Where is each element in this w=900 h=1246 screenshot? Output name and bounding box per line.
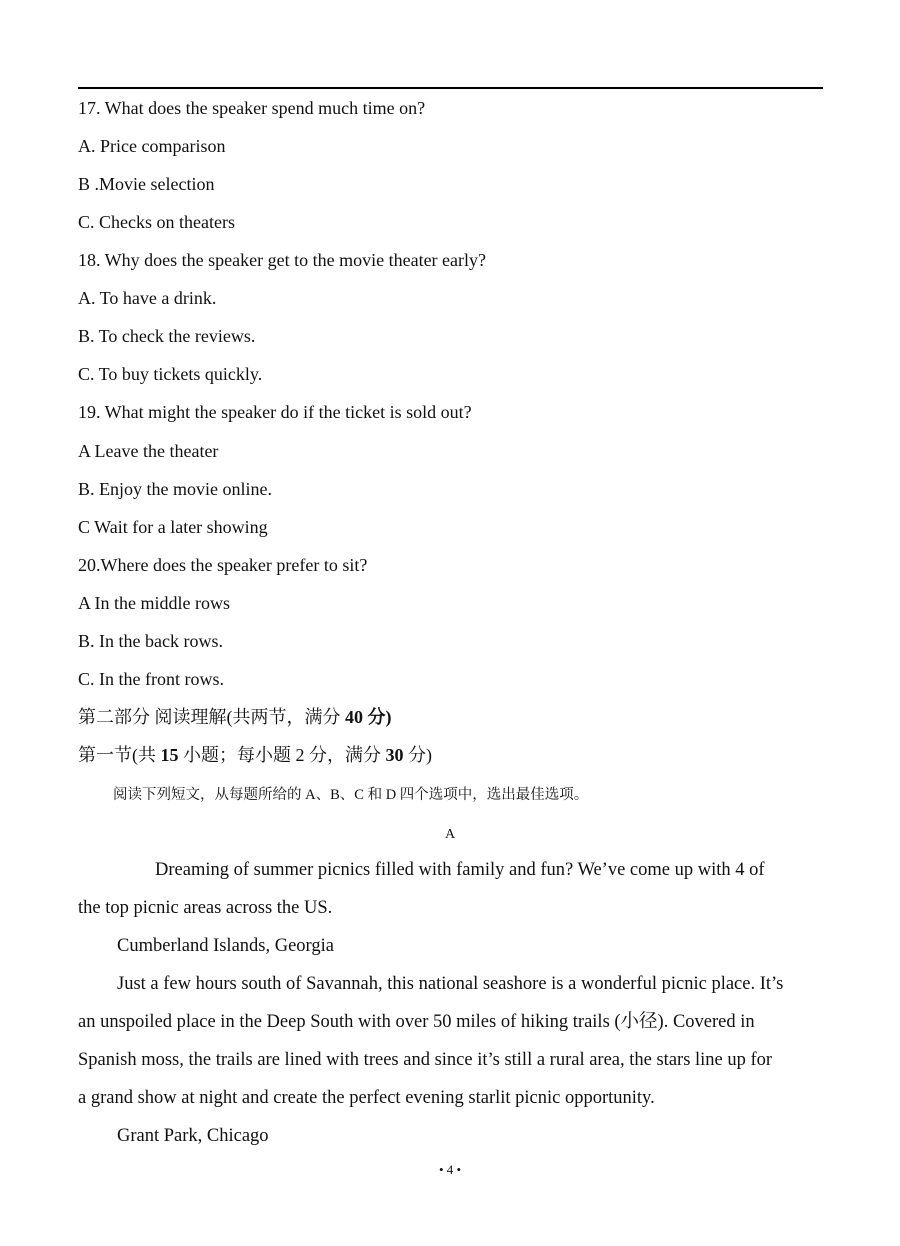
- question-18-option-b: B. To check the reviews.: [78, 326, 256, 346]
- part2-title: [78, 706, 392, 728]
- section1-title: [78, 744, 432, 766]
- section1-total-points: 30: [385, 745, 404, 765]
- question-19-option-a: A Leave the theater: [78, 441, 219, 461]
- passage-intro-line-1: Dreaming of summer picnics filled with family and fun? We’ve come up with 4 of: [155, 860, 765, 880]
- section1-title-mid: 小题；每小题: [178, 745, 296, 765]
- part2-total-score: 40: [345, 707, 363, 727]
- section1-question-count: 15: [160, 745, 179, 765]
- question-17-option-a: A. Price comparison: [78, 136, 226, 156]
- section1-title-mid2: 分，满分: [304, 745, 386, 765]
- question-18-stem: 18. Why does the speaker get to the movie theater early?: [78, 250, 487, 270]
- question-19-option-c: C Wait for a later showing: [78, 517, 268, 537]
- header-rule: [78, 87, 823, 89]
- reading-instruction: 阅读下列短文，从每题所给的 A、B、C 和 D 四个选项中，选出最佳选项。: [113, 787, 589, 803]
- question-20-stem: 20.Where does the speaker prefer to sit?: [78, 555, 368, 575]
- passage-heading-grant-park: Grant Park, Chicago: [117, 1126, 269, 1146]
- passage-p1-line-1: Just a few hours south of Savannah, this national seashore is a wonderful picnic place. It’s: [117, 974, 784, 994]
- section1-points-each: 2: [295, 745, 305, 765]
- page-number: • 4 •: [438, 1162, 462, 1177]
- passage-p1-line-3: Spanish moss, the trails are lined with trees and since it’s still a rural area, the stars line up for: [78, 1050, 773, 1070]
- question-20-option-b: B. In the back rows.: [78, 631, 223, 651]
- question-18-option-c: C. To buy tickets quickly.: [78, 364, 263, 384]
- question-17-option-b: B .Movie selection: [78, 174, 215, 194]
- section1-title-suffix: 分): [403, 745, 432, 765]
- question-18-option-a: A. To have a drink.: [78, 288, 217, 308]
- question-20-option-a: A In the middle rows: [78, 593, 230, 613]
- question-17-stem: 17. What does the speaker spend much time on?: [78, 98, 426, 118]
- passage-heading-cumberland: Cumberland Islands, Georgia: [117, 936, 334, 956]
- passage-p1-line-2: an unspoiled place in the Deep South with over 50 miles of hiking trails (小径). Covered in: [78, 1012, 755, 1032]
- part2-title-text: 第二部分 阅读理解(共两节，满分: [78, 707, 345, 727]
- passage-label: A: [444, 827, 456, 842]
- question-19-stem: 19. What might the speaker do if the ticket is sold out?: [78, 402, 472, 422]
- question-17-option-c: C. Checks on theaters: [78, 212, 235, 232]
- passage-p1-line-4: a grand show at night and create the perfect evening starlit picnic opportunity.: [78, 1088, 655, 1108]
- passage-intro-line-2: the top picnic areas across the US.: [78, 898, 333, 918]
- section1-title-prefix: 第一节(共: [78, 745, 161, 765]
- question-19-option-b: B. Enjoy the movie online.: [78, 479, 272, 499]
- part2-title-suffix: 分): [363, 707, 392, 727]
- question-20-option-c: C. In the front rows.: [78, 669, 224, 689]
